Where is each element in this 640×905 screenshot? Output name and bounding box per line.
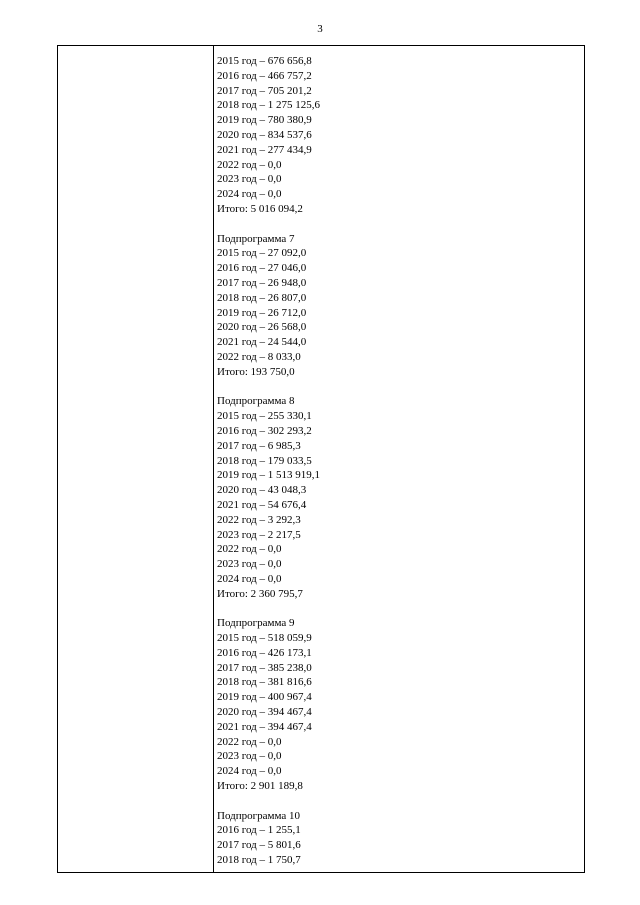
year-line: 2022 год – 3 292,3 — [217, 513, 301, 526]
block-spacer — [217, 380, 580, 395]
year-line: 2015 год – 255 330,1 — [217, 410, 312, 423]
year-line: 2017 год – 385 238,0 — [217, 661, 312, 674]
year-line: 2024 год – 0,0 — [217, 765, 282, 778]
year-line: 2022 год – 8 033,0 — [217, 350, 301, 363]
column-divider — [213, 46, 214, 872]
year-line: 2023 год – 0,0 — [217, 173, 282, 186]
total-line: Итого: 2 901 189,8 — [217, 780, 303, 793]
year-line: 2016 год – 466 757,2 — [217, 69, 312, 82]
block-spacer — [217, 601, 580, 616]
year-line: 2019 год – 780 380,9 — [217, 114, 312, 127]
year-line: 2019 год – 400 967,4 — [217, 691, 312, 704]
year-line: 2020 год – 26 568,0 — [217, 321, 307, 334]
year-line: 2023 год – 0,0 — [217, 558, 282, 571]
year-line: 2021 год – 394 467,4 — [217, 720, 312, 733]
year-line: 2019 год – 1 513 919,1 — [217, 469, 321, 482]
year-line: 2017 год – 5 801,6 — [217, 839, 301, 852]
funding-block-subprogram-8 — [217, 394, 580, 601]
year-line: 2022 год – 0,0 — [217, 735, 282, 748]
funding-table — [57, 45, 585, 873]
year-line: 2015 год – 27 092,0 — [217, 247, 307, 260]
year-line: 2019 год – 26 712,0 — [217, 306, 307, 319]
total-line: Итого: 2 360 795,7 — [217, 587, 303, 600]
year-line: 2018 год – 1 275 125,6 — [217, 99, 321, 112]
year-line: 2021 год – 277 434,9 — [217, 143, 312, 156]
funding-block-subprogram-9 — [217, 616, 580, 794]
year-line: 2016 год – 302 293,2 — [217, 424, 312, 437]
year-line: 2024 год – 0,0 — [217, 188, 282, 201]
year-line: 2020 год – 43 048,3 — [217, 484, 307, 497]
year-line: 2017 год – 26 948,0 — [217, 276, 307, 289]
year-line: 2020 год – 834 537,6 — [217, 128, 312, 141]
total-line: Итого: 5 016 094,2 — [217, 202, 303, 215]
year-line: 2021 год – 24 544,0 — [217, 336, 307, 349]
subprogram-heading: Подпрограмма 9 — [217, 617, 295, 630]
table-right-cell — [217, 54, 580, 872]
block-spacer — [217, 794, 580, 809]
table-left-cell — [58, 46, 213, 872]
block-spacer — [217, 217, 580, 232]
year-line: 2018 год – 1 750,7 — [217, 854, 301, 867]
year-line: 2015 год – 676 656,8 — [217, 55, 312, 67]
year-line: 2023 год – 0,0 — [217, 750, 282, 763]
total-line: Итого: 193 750,0 — [217, 365, 295, 378]
year-line: 2024 год – 0,0 — [217, 572, 282, 585]
page-number: 3 — [317, 23, 323, 35]
year-line: 2022 год – 0,0 — [217, 543, 282, 556]
subprogram-heading: Подпрограмма 10 — [217, 809, 300, 822]
year-line: 2023 год – 2 217,5 — [217, 528, 301, 541]
funding-block-subprogram-10 — [217, 809, 580, 868]
funding-block-previous-subprogram — [217, 54, 580, 217]
year-line: 2017 год – 6 985,3 — [217, 439, 301, 452]
year-line: 2018 год – 381 816,6 — [217, 676, 312, 689]
year-line: 2022 год – 0,0 — [217, 158, 282, 171]
funding-block-subprogram-7 — [217, 232, 580, 380]
subprogram-heading: Подпрограмма 7 — [217, 232, 295, 245]
year-line: 2016 год – 426 173,1 — [217, 646, 312, 659]
year-line: 2016 год – 1 255,1 — [217, 824, 301, 837]
year-line: 2015 год – 518 059,9 — [217, 632, 312, 645]
year-line: 2016 год – 27 046,0 — [217, 262, 307, 275]
year-line: 2018 год – 26 807,0 — [217, 291, 307, 304]
year-line: 2018 год – 179 033,5 — [217, 454, 312, 467]
year-line: 2021 год – 54 676,4 — [217, 498, 307, 511]
year-line: 2017 год – 705 201,2 — [217, 84, 312, 97]
year-line: 2020 год – 394 467,4 — [217, 706, 312, 719]
subprogram-heading: Подпрограмма 8 — [217, 395, 295, 408]
